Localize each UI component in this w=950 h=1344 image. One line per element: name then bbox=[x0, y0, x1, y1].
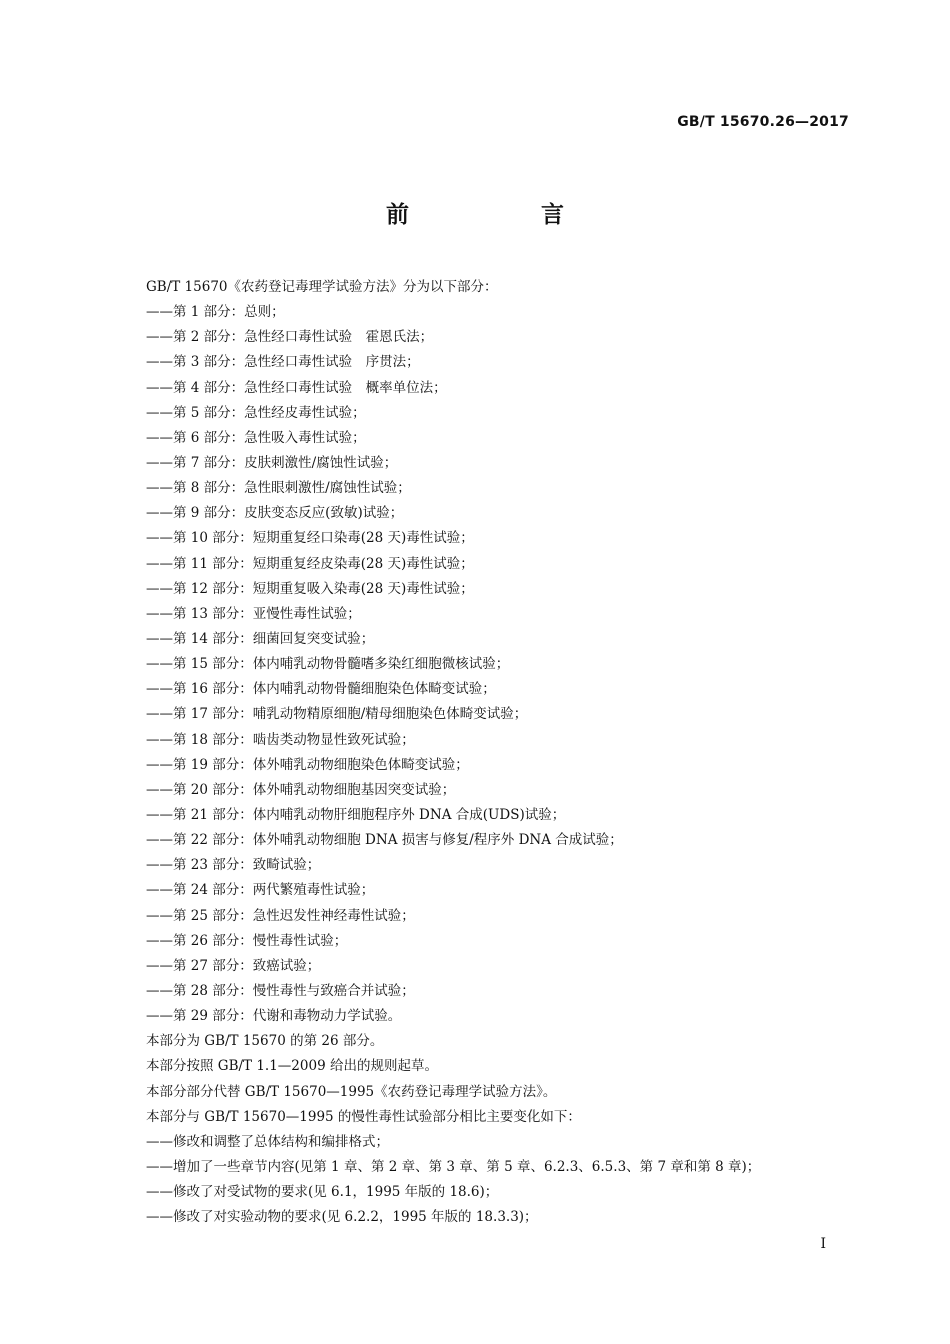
standard-code: GB/T 15670.26—2017 bbox=[677, 114, 849, 130]
change-list-item: ——修改了对受试物的要求(见 6.1，1995 年版的 18.6)； bbox=[146, 1184, 499, 1201]
part-list-item: ——第 26 部分：慢性毒性试验； bbox=[146, 932, 348, 949]
statement-paragraph: 本部分为 GB/T 15670 的第 26 部分。 bbox=[146, 1033, 384, 1050]
changes-list bbox=[146, 1130, 866, 1231]
part-list-item: ——第 13 部分：亚慢性毒性试验； bbox=[146, 605, 361, 622]
part-list-item: ——第 28 部分：慢性毒性与致癌合并试验； bbox=[146, 982, 415, 999]
part-list-item: ——第 27 部分：致癌试验； bbox=[146, 957, 321, 974]
part-list-item: ——第 3 部分：急性经口毒性试验 序贯法； bbox=[146, 354, 420, 371]
page-number: I bbox=[820, 1236, 826, 1252]
part-list-item: ——第 6 部分：急性吸入毒性试验； bbox=[146, 429, 366, 446]
statements-list bbox=[146, 1029, 866, 1130]
part-list-item: ——第 23 部分：致畸试验； bbox=[146, 857, 321, 874]
statement-paragraph: 本部分与 GB/T 15670—1995 的慢性毒性试验部分相比主要变化如下： bbox=[146, 1108, 581, 1125]
part-list-item: ——第 5 部分：急性经皮毒性试验； bbox=[146, 404, 366, 421]
part-list-item: ——第 2 部分：急性经口毒性试验 霍恩氏法； bbox=[146, 329, 434, 346]
document-body bbox=[146, 275, 866, 1230]
part-list-item: ——第 10 部分：短期重复经口染毒(28 天)毒性试验； bbox=[146, 530, 474, 547]
change-list-item: ——修改了对实验动物的要求(见 6.2.2，1995 年版的 18.3.3)； bbox=[146, 1209, 538, 1226]
part-list-item: ——第 24 部分：两代繁殖毒性试验； bbox=[146, 882, 375, 899]
part-list-item: ——第 15 部分：体内哺乳动物骨髓嗜多染红细胞微核试验； bbox=[146, 656, 510, 673]
part-list-item: ——第 8 部分：急性眼刺激性/腐蚀性试验； bbox=[146, 480, 411, 497]
part-list-item: ——第 16 部分：体内哺乳动物骨髓细胞染色体畸变试验； bbox=[146, 681, 496, 698]
page-title: 前 言 bbox=[385, 202, 626, 228]
part-list-item: ——第 29 部分：代谢和毒物动力学试验。 bbox=[146, 1008, 402, 1025]
part-list-item: ——第 1 部分：总则； bbox=[146, 304, 285, 321]
statement-paragraph: 本部分部分代替 GB/T 15670—1995《农药登记毒理学试验方法》。 bbox=[146, 1083, 557, 1100]
intro-paragraph: GB/T 15670《农药登记毒理学试验方法》分为以下部分： bbox=[146, 279, 498, 295]
statement-paragraph: 本部分按照 GB/T 1.1—2009 给出的规则起草。 bbox=[146, 1058, 438, 1075]
change-list-item: ——增加了一些章节内容(见第 1 章、第 2 章、第 3 章、第 5 章、6.2.3、6.5.3、第 7 章和第 8 章)； bbox=[146, 1158, 761, 1175]
parts-list bbox=[146, 300, 866, 1029]
part-list-item: ——第 20 部分：体外哺乳动物细胞基因突变试验； bbox=[146, 781, 456, 798]
part-list-item: ——第 22 部分：体外哺乳动物细胞 DNA 损害与修复/程序外 DNA 合成试验； bbox=[146, 832, 623, 849]
part-list-item: ——第 14 部分：细菌回复突变试验； bbox=[146, 630, 375, 647]
part-list-item: ——第 19 部分：体外哺乳动物细胞染色体畸变试验； bbox=[146, 756, 469, 773]
part-list-item: ——第 9 部分：皮肤变态反应(致敏)试验； bbox=[146, 505, 404, 522]
part-list-item: ——第 7 部分：皮肤刺激性/腐蚀性试验； bbox=[146, 454, 398, 471]
change-list-item: ——修改和调整了总体结构和编排格式； bbox=[146, 1133, 389, 1150]
part-list-item: ——第 17 部分：哺乳动物精原细胞/精母细胞染色体畸变试验； bbox=[146, 706, 528, 723]
part-list-item: ——第 21 部分：体内哺乳动物肝细胞程序外 DNA 合成(UDS)试验； bbox=[146, 806, 566, 823]
part-list-item: ——第 12 部分：短期重复吸入染毒(28 天)毒性试验； bbox=[146, 580, 474, 597]
part-list-item: ——第 25 部分：急性迟发性神经毒性试验； bbox=[146, 907, 415, 924]
part-list-item: ——第 4 部分：急性经口毒性试验 概率单位法； bbox=[146, 379, 447, 396]
part-list-item: ——第 18 部分：啮齿类动物显性致死试验； bbox=[146, 731, 415, 748]
part-list-item: ——第 11 部分：短期重复经皮染毒(28 天)毒性试验； bbox=[146, 555, 474, 572]
